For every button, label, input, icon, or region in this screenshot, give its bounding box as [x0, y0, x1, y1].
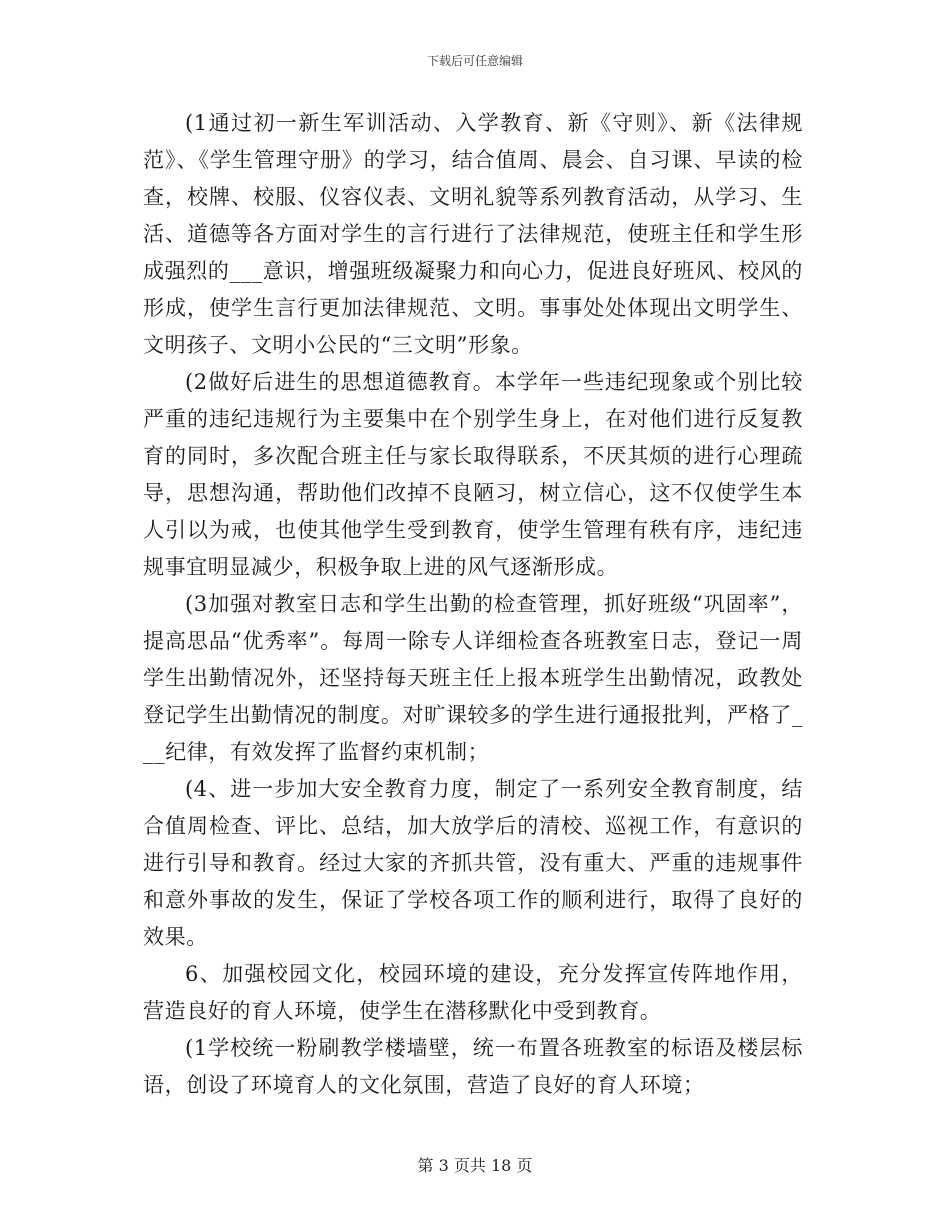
paragraph-4: (4、进一步加大安全教育力度，制定了一系列安全教育制度，结合值周检查、评比、总结，加大放学后的清校、巡视工作，有意识的进行引导和教育。经过大家的齐抓共管，没有重大、严重的违规事件和意外事故的发生，保证了学校各项工作的顺利进行，取得了良好的效果。 — [143, 777, 803, 949]
page-header: 下载后可任意编辑 — [426, 54, 523, 68]
paragraph-3: (3加强对教室日志和学生出勤的检查管理，抓好班级“巩固率”，提高思品“优秀率”。每周一除专人详细检查各班教室日志，登记一周学生出勤情况外，还坚持每天班主任上报本班学生出勤情况，政教处登记学生出勤情况的制度。对旷课较多的学生进行通报批判，严格了___纪律，有效发挥了监督约束机制； — [143, 592, 803, 764]
document-body — [143, 105, 803, 1104]
paragraph-6: (1学校统一粉刷教学楼墙壁，统一布置各班教室的标语及楼层标语，创设了环境育人的文化氛围，营造了良好的育人环境； — [143, 1036, 803, 1097]
page-footer: 第 3 页共 18 页 — [417, 1156, 533, 1175]
paragraph-1: (1通过初一新生军训活动、入学教育、新《守则》、新《法律规范》、《学生管理守册》的学习，结合值周、晨会、自习课、早读的检查，校牌、校服、仪容仪表、文明礼貌等系列教育活动，从学习、生活、道德等各方面对学生的言行进行了法律规范，使班主任和学生形成强烈的___意识，增强班级凝聚力和向心力，促进良好班风、校风的形成，使学生言行更加法律规范、文明。事事处处体现出文明学生、文明孩子、文明小公民的“三文明”形象。 — [143, 111, 803, 357]
paragraph-2: (2做好后进生的思想道德教育。本学年一些违纪现象或个别比较严重的违纪违规行为主要集中在个别学生身上，在对他们进行反复教育的同时，多次配合班主任与家长取得联系，不厌其烦的进行心理疏导，思想沟通，帮助他们改掉不良陋习，树立信心，这不仅使学生本人引以为戒，也使其他学生受到教育，使学生管理有秩有序，违纪违规事宜明显减少，积极争取上进的风气逐渐形成。 — [143, 370, 803, 579]
paragraph-5: 6、加强校园文化，校园环境的建设，充分发挥宣传阵地作用，营造良好的育人环境，使学生在潜移默化中受到教育。 — [143, 962, 803, 1023]
